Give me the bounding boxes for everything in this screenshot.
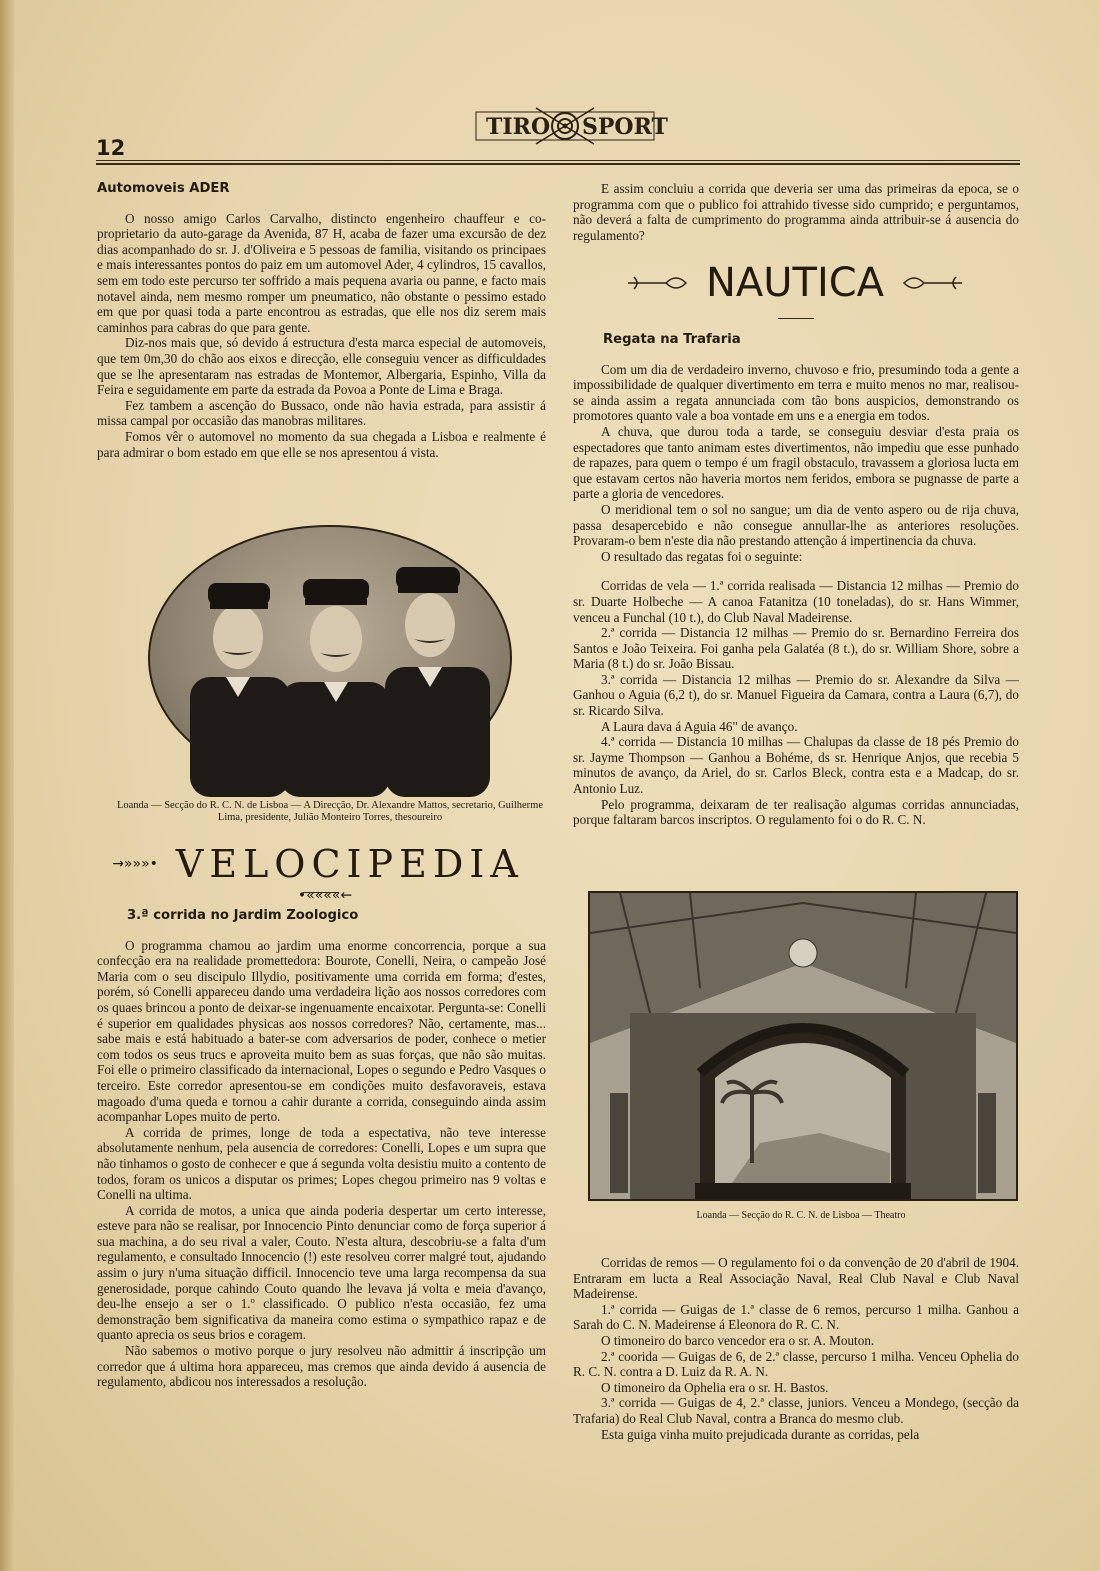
right-column-remos	[573, 1255, 1019, 1442]
ader-paragraph: Diz-nos mais que, só devido á estructura d'esta marca especial de automoveis, que tem 0m,30 do chão aos eixos e direcção, elle conseguiu vencer as difficuldades que se lhe apresentaram nas estradas de Montemor, Albergaria, Espinho, Villa da Feira e seguidamente em parte da estrada da Povoa a Ponte de Lima e Braga.	[97, 335, 546, 398]
remos-paragraph: Corridas de remos — O regulamento foi o da convenção de 20 d'abril de 1904. Entraram em lucta a Real Associação Naval, Real Club Naval e Club Naval Madeirense.	[573, 1255, 1019, 1302]
nautica-paragraph: A chuva, que durou toda a tarde, se conseguiu desviar d'esta praia os espectadores que tanto animam estes divertimentos, não impediu que esse punhado de rapazes, para quem o tempo é um fragil obstaculo, travassem a gloriosa lucta em que estavam certos não haveria mortos nem feridos, embora se pugnasse de parte a parte a gloria de vencedores.	[573, 423, 1019, 502]
svg-text:SPORT: SPORT	[582, 114, 668, 140]
tiro-sport-logo	[476, 104, 668, 148]
remos-paragraph: 3.ª corrida — Guigas de 4, 2.ª classe, juniors. Venceu a Mondego, (secção da Trafaria) do Real Club Naval, contra a Branca do mesmo club.	[573, 1395, 1019, 1426]
ader-paragraph: Fomos vêr o automovel no momento da sua chegada a Lisboa e realmente é para admirar o bom estado em que elle se nos apresentou á vista.	[97, 428, 546, 460]
regatta-result: 3.ª corrida — Distancia 12 milhas — Premio do sr. Alexandre da Silva — Ganhou o Aguia (6,2 t), do sr. Manuel Figueira da Camara, contra a Laura (6,7), do sr. Ricardo Silva.	[573, 671, 1019, 719]
ader-heading: Automoveis ADER	[97, 181, 230, 196]
header-rule	[96, 160, 1020, 161]
theatre-photo	[588, 891, 1018, 1201]
regatta-result: Corridas de vela — 1.ª corrida realisada — Distancia 12 milhas — Premio do sr. Duarte Holbeche — A canoa Fatanitza (10 toneladas), do sr. Hans Wimmer, venceu a Funchal (10 t.), do Club Naval Madeirense.	[573, 578, 1019, 625]
three-officers-image	[150, 527, 510, 789]
nautica-heading: Regata na Trafaria	[603, 332, 741, 347]
remos-paragraph: Esta guiga vinha muito prejudicada durante as corridas, pela	[601, 1426, 920, 1442]
regatta-result: 4.ª corrida — Distancia 10 milhas — Chalupas da classe de 18 pés Premio do sr. Jayme Thompson — Ganhou a Bohéme, ds sr. Henrique Anjos, que recebia 5 minutos de avanço, da Ariel, do sr. Carlos Bleck, contra esta e a Madcap, do sr. Antonio Luz.	[573, 734, 1019, 797]
svg-text:TIRO: TIRO	[486, 114, 551, 140]
velocipedia-title-block	[112, 842, 538, 904]
ader-paragraph: O nosso amigo Carlos Carvalho, distincto engenheiro chauffeur e co-proprietario da auto-garage da Avenida, 87 H, acaba de fazer uma excursão de dez dias acompanhado do sr. J. d'Oliveira e 5 pessoas de familia, visitando os principaes e mais interessantes pontos do paiz em um automovel Ader, 4 cylindros, 15 cavallos, sem em todo este percurso ter soffrido a mais pequena avaria ou panne, e facto mais notavel ainda, nem mesmo romper um pneumatico, não obstante o pessimo estado em que por quasi toda a parte encontrou as estradas, que elle nos diz serem mais caminhos para cabras do que para gente.	[97, 210, 546, 335]
page-edge	[0, 0, 14, 1571]
velocipedia-title: VELOCIPEDIA	[175, 842, 524, 886]
regatta-result: 2.ª corrida — Distancia 12 milhas — Premio do sr. Bernardino Ferreira dos Santos e João Teixeira. Foi ganha pela Galatéa (8 t.), do sr. William Shore, sobre a Maria (8 t.) do sr. João Bissau.	[573, 625, 1019, 672]
nautica-paragraph: O resultado das regatas foi o seguinte:	[601, 548, 803, 564]
left-column-bottom	[97, 908, 546, 1390]
regatta-result: A Laura dava á Aguia 46" de avanço.	[601, 718, 798, 734]
right-column-nautica	[573, 332, 1019, 828]
remos-paragraph: 2.ª coorida — Guigas de 6, de 2.ª classe, percurso 1 milha. Venceu Ophelia do R. C. N. contra a D. Luiz da R. A. N.	[573, 1348, 1019, 1380]
nautica-title: NAUTICA	[705, 260, 885, 306]
velocipedia-paragraph: Não sabemos o motivo porque o jury resolveu não admittir á inscripção um corredor que á ultima hora appareceu, mas cremos que ainda devido á ausencia de regulamento, abdicou nos interessados a resolução.	[97, 1343, 546, 1390]
intro-paragraph: E assim concluiu a corrida que deveria ser uma das primeiras da epoca, se o programma com que o publico foi attrahido tivesse sido cumprido; e perguntamos, não deverá a falta de cumprimento do programma ainda attribuir-se á ausencia do regulamento?	[573, 181, 1019, 243]
velocipedia-heading: 3.ª corrida no Jardim Zoologico	[127, 908, 359, 923]
remos-paragraph: O timoneiro da Ophelia era o sr. H. Bastos.	[601, 1379, 829, 1395]
direction-photo-caption: Loanda — Secção do R. C. N. de Lisboa — A Direcção, Dr. Alexandre Mattos, secretario, Guilherme Lima, presidente, Julião Monteiro Torres, thesoureiro	[116, 800, 543, 823]
ader-paragraph: Fez tambem a ascenção do Bussaco, onde não havia estrada, para assistir á missa campal por occasião das manobras militares.	[97, 397, 546, 429]
remos-paragraph: 1.ª corrida — Guigas de 1.ª classe de 6 remos, percurso 1 milha. Ganhou a Sarah do C. N. Madeirense á Eleonora do R. C. N.	[573, 1301, 1019, 1333]
theatre-photo-caption: Loanda — Secção do R. C. N. de Lisboa — Theatro	[696, 1210, 906, 1221]
theatre-stage-image	[590, 893, 1016, 1199]
nautica-paragraph: Com um dia de verdadeiro inverno, chuvoso e frio, presumindo toda a gente a impossibilidade de qualquer divertimento em terra e muito menos no mar, realisou-se ainda assim a regata annunciada com tão bons auspicios, demonstrando os promotores quanto vale a boa vontade em uns e a energia em todos.	[573, 361, 1019, 424]
direction-group-photo	[148, 525, 512, 791]
page-number: 12	[96, 136, 126, 160]
right-column-intro	[573, 181, 1019, 243]
scroll-ornament-left-icon	[626, 271, 692, 295]
section-divider	[778, 318, 814, 319]
ornament-right: •««««←	[297, 887, 353, 904]
regatta-result: Pelo programma, deixaram de ter realisação algumas corridas annunciadas, porque faltaram barcos inscriptos. O regulamento foi o do R. C. N.	[573, 796, 1019, 828]
velocipedia-paragraph: A corrida de motos, a unica que ainda poderia despertar um certo interesse, esteve para não se realisar, por Innocencio Pinto denunciar como de força superior á sua machina, a do seu rival a valer, Couto. N'esta altura, descobriu-se a falta d'um regulamento, e consultado Innocencio (!) este resolveu correr malgré tout, ajudando assim o jury n'uma situação difficil. Innocencio teve uma larga recompensa da sua generosidade, porque cahindo Couto quando lhe levava já volta e meia d'avanço, deu-lhe ensejo a ser o 1.º classificado. O publico n'esta occasião, fez uma demonstração bem significativa da maneira como estima o sympathico rapaz e de quanto aprecia os seus brios e coragem.	[97, 1202, 546, 1343]
velocipedia-paragraph: O programma chamou ao jardim uma enorme concorrencia, porque a sua confecção era na realidade promettedora: Bourote, Conelli, Neira, o campeão José Maria com o seu discipulo Illydio, positivamente uma corrida em forma; d'estes, porém, só Conelli appareceu dando uma verdadeira lição aos nossos corredores com os quaes brincou a ponto de deixar-se ingenuamente encaixotar. Pergunta-se: Conelli é superior em qualidades physicas aos nossos corredores? Não, certamente, mas... sabe mais e está habituado a bater-se com adversarios de poder, conhece o metier com todos os seus trucs e aproveita muito bem as suas forças, que não são muitas. Foi elle o primeiro classificado da internacional, Lopes o segundo e Pedro Vasques o terceiro. Este corredor apresentou-se em condições muito desfavoraveis, estava magoado d'uma queda e tornou a cahir durante a corrida, conseguindo ainda assim acompanhar Lopes muito de perto.	[97, 937, 546, 1125]
scroll-ornament-right-icon	[898, 271, 964, 295]
header-rule-thick	[96, 163, 1020, 165]
nautica-paragraph: O meridional tem o sol no sangue; um dia de vento aspero ou de rija chuva, passa desapercebido e não consegue annullar-lhe as anteriores resoluções. Provaram-o bem n'este dia não prestando attenção á impertinencia da chuva.	[573, 501, 1019, 549]
left-column-top	[97, 181, 546, 460]
nautica-title-block	[620, 260, 970, 306]
velocipedia-paragraph: A corrida de primes, longe de toda a espectativa, não teve interesse absolutamente nenhum, pela ausencia de corredores: Conelli, Lopes e um supra que não tinhamos o gosto de conhecer e que á segunda volta desistiu muito a contento de todos, foram os unicos a disputar os primes; Lopes chegou primeiro nas 9 voltas e Conelli na ultima.	[97, 1124, 546, 1203]
section-divider	[303, 892, 339, 893]
ornament-left: →»»»•	[112, 856, 158, 872]
remos-paragraph: O timoneiro do barco vencedor era o sr. A. Mouton.	[601, 1332, 875, 1348]
